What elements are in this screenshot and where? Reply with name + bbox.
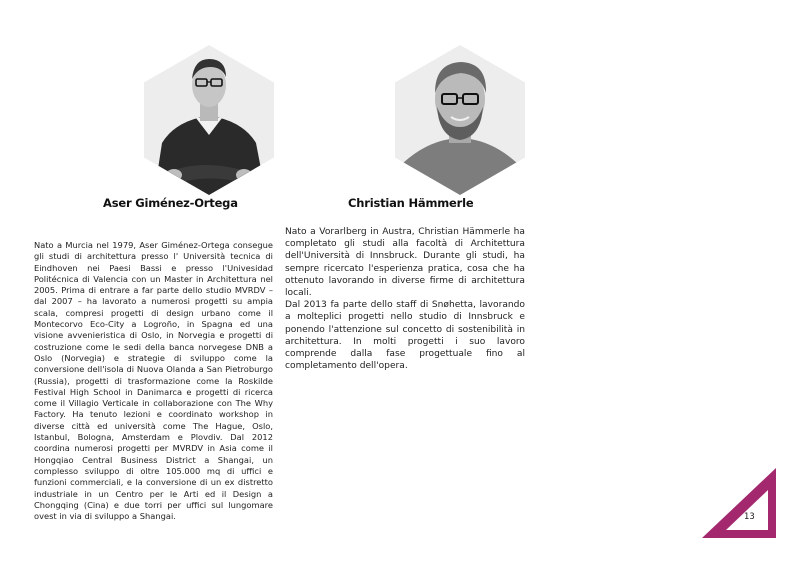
profile-bio bbox=[34, 240, 273, 522]
profile-name: Christian Hämmerle bbox=[348, 196, 474, 210]
portrait-aser-gimenez-ortega bbox=[144, 45, 274, 195]
bio-paragraph: Nato a Vorarlberg in Austra, Christian Hämmerle ha completato gli studi alla facoltà di Architettura dell'Università di Innsbruck. Durante gli studi, ha sempre ricercato l'esperienza pratica, cosa che ha ottenuto lavorando in diverse firme di architettura locali. bbox=[285, 227, 525, 299]
portrait-christian-hammerle bbox=[395, 45, 525, 195]
bio-paragraph: Nato a Murcia nel 1979, Aser Giménez-Ortega consegue gli studi di architettura presso l' Università tecnica di Eindhoven nei Paesi Bassi e presso l'Univesidad Politécnica di Valencia con un Master in Architettura nel 2005. Prima di entrare a far parte dello studio MVRDV – dal 2007 – ha lavorato a numerosi progetti su ampia scala, compresi progetti di design urbano come il Montecorvo Eco-City a Logroño, in Spagna ed una visione avvenieristica di Oslo, in Norvegia e progetti di costruzione come le sedi della banca norvegese DNB a Oslo (Norvegia) e strategie di sviluppo come la conversione dell'isola di Nuova Olanda a San Pietroburgo (Russia), progetti di trasformazione come la Roskilde Festival High School in Danimarca e progetti di ricerca come il Villagio Verticale in collaborazione con The Why Factory. Ha tenuto lezioni e coordinato workshop in diverse città ed università come The Hague, Oslo, Istanbul, Bologna, Amsterdam e Plovdiv. Dal 2012 coordina numerosi progetti per MVRDV in Asia come il Hongqiao Central Business District a Shangai, un complesso sviluppo di oltre 105.000 mq di uffici e funzioni commerciali, e la conversione di un ex distretto industriale in un Centro per le Arti ed il Design a Chongqing (Cina) e due torri per uffici sul lungomare ovest in via di sviluppo a Shangai. bbox=[34, 240, 273, 522]
page-number: 13 bbox=[744, 512, 755, 522]
portrait-photo bbox=[395, 45, 525, 195]
corner-triangle-icon bbox=[700, 466, 778, 540]
profile-bio bbox=[285, 226, 525, 372]
profile-name: Aser Giménez-Ortega bbox=[103, 196, 238, 210]
bio-paragraph: Dal 2013 fa parte dello staff di Snøhetta, lavorando a molteplici progetti nello studio di Innsbruck e ponendo l'attenzione sul concetto di sostenibilità in architettura. In molti progetti i suo lavoro comprende dalla fase progettuale fino al completamento dell'opera. bbox=[285, 300, 525, 372]
portrait-photo bbox=[144, 45, 274, 195]
